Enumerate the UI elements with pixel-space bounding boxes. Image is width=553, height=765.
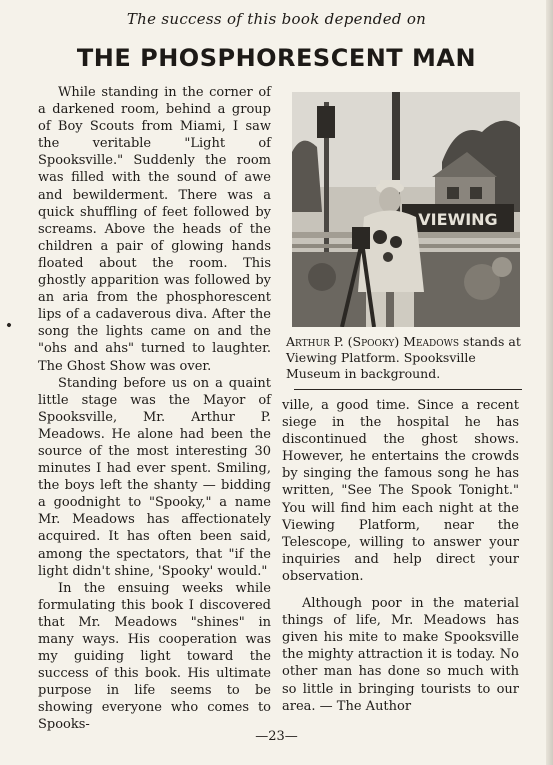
caption-text: stands at Viewing Platform. Spooksville Museum in background. (286, 334, 521, 381)
article-paragraph: ville, a good time. Since a recent siege in the hospital he has discontinued the ghost shows. However, he entertains the crowds by singing the famous song he has written, "See The Spook Tonight." You will find him each night at the Viewing Platform, near the Telescope, willing to answer your inquiries and help direct your observation. (282, 398, 519, 584)
ink-mark (6, 322, 12, 328)
article-paragraph: While standing in the corner of a darkened room, behind a group of Boy Scouts from Miami, I saw the veritable "Light of Spooksville." Suddenly the room was filled with the sound of awe and bewilderment. There was a quick shuffling of feet followed by screams. Above the heads of the children a pair of glowing hands floated about the room. This ghostly apparition was followed by an aria from the phosphorescent lips of a cadaverous diva. After the song the lights came on and the "ohs and ahs" turned to laughter. The Ghost Show was over. (38, 85, 271, 374)
paragraph-gap (282, 585, 519, 595)
article-paragraph: Standing before us on a quaint little stage was the Mayor of Spooksville, Mr. Arthur P. Meadows. He alone had been the source of the most interesting 30 minutes I had ever spent. Smiling, the boys left the shanty — bidding a goodnight to "Spooky," a name Mr. Meadows has affectionately acquired. It has often been said, among the spectators, that "if the light didn't shine, 'Spooky' would." (38, 375, 271, 579)
article-left-column (38, 84, 271, 734)
page-title: THE PHOSPHORESCENT MAN (76, 44, 477, 72)
photo-sign-text: VIEWING (418, 210, 498, 229)
article-paragraph: Although poor in the material things of life, Mr. Meadows has given his mite to make Spooksville the mighty attraction it is today. No other man has done so much with so little in bringing tourists to our area. — The Author (282, 596, 519, 714)
caption-name: Arthur P. (Spooky) Meadows (286, 334, 460, 349)
caption-divider (294, 389, 522, 390)
photo-illustration (292, 92, 520, 327)
photo-meadows-viewing-platform (292, 92, 520, 327)
header-kicker: The success of this book depended on (126, 10, 427, 28)
article-right-column (282, 397, 519, 715)
photo-caption (286, 334, 522, 382)
page-number: —23— (255, 729, 298, 744)
article-paragraph: In the ensuing weeks while formulating this book I discovered that Mr. Meadows "shines" in many ways. His cooperation was my guiding light toward the success of this book. His ultimate purpose in life seems to be showing everyone who comes to Spooks- (38, 580, 271, 733)
page-edge (546, 0, 553, 765)
